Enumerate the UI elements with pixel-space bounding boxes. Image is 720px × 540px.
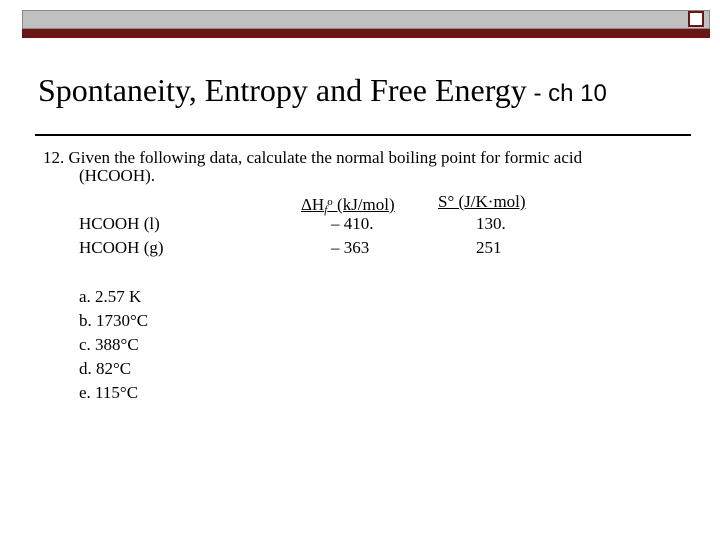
entropy-header-text: S° (J/K·mol) (438, 192, 526, 211)
entropy-column-header (438, 192, 526, 212)
enthalpy-delta-symbol: ΔH (301, 195, 325, 214)
question-line-1: 12. Given the following data, calculate the normal boiling point for formic acid (43, 148, 583, 167)
title-chapter-text: - ch 10 (526, 80, 607, 107)
row-2-species: HCOOH (g) (79, 238, 164, 257)
row-1-entropy: 130. (476, 214, 506, 233)
choice-d: d. 82°C (79, 359, 132, 378)
choice-e: e. 115°C (79, 383, 139, 402)
choice-a: a. 2.57 K (79, 287, 142, 306)
enthalpy-unit: (kJ/mol) (332, 195, 395, 214)
header-bar-light (22, 10, 710, 29)
slide-title (38, 70, 607, 117)
choice-c: c. 388°C (79, 335, 139, 354)
row-2-enthalpy: – 363 (331, 238, 370, 257)
header-bar-dark (22, 29, 710, 38)
title-main-text: Spontaneity, Entropy and Free Energy (38, 72, 527, 108)
enthalpy-header-text (301, 195, 395, 214)
enthalpy-subscript: f (324, 204, 328, 216)
title-divider (35, 134, 691, 136)
enthalpy-superscript: o (327, 196, 333, 208)
row-2-entropy: 251 (476, 238, 502, 257)
row-1-species: HCOOH (l) (79, 214, 160, 233)
header-decoration-bar (22, 10, 710, 38)
corner-square-icon (688, 11, 704, 27)
row-1-enthalpy: – 410. (331, 214, 374, 233)
choice-b: b. 1730°C (79, 311, 149, 330)
question-line-2: (HCOOH). (79, 166, 156, 185)
